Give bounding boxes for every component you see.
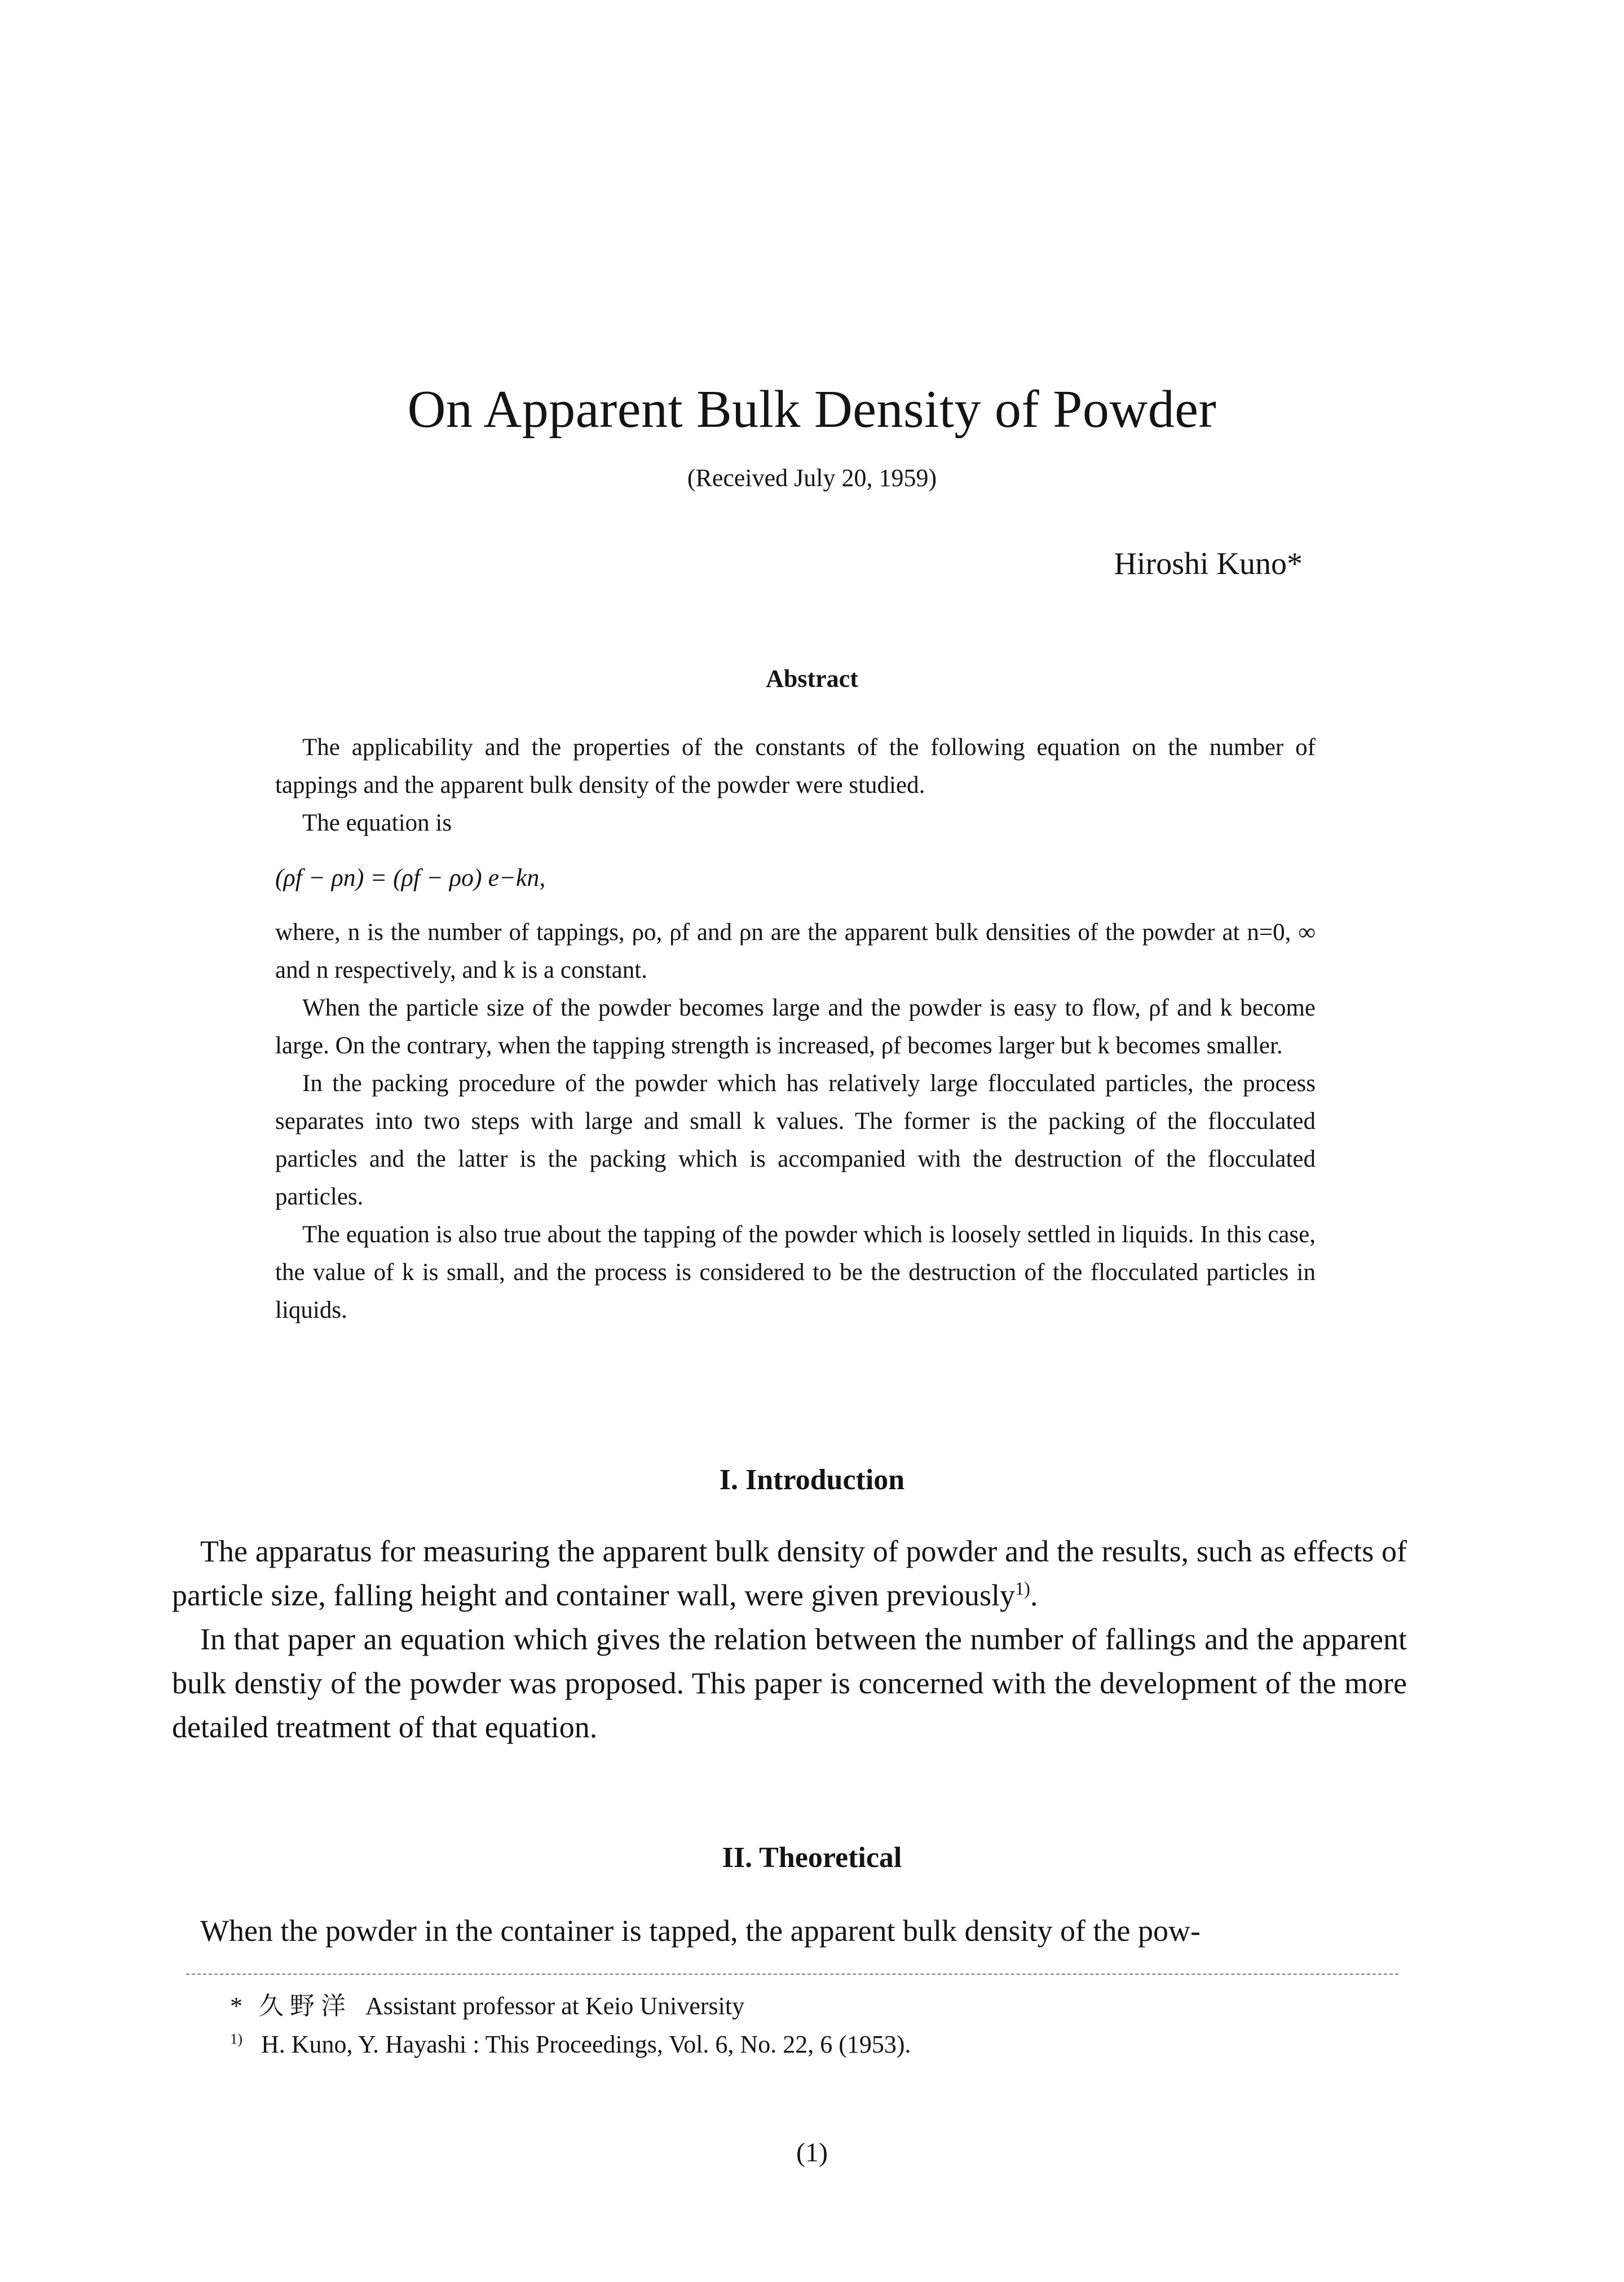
paper-title: On Apparent Bulk Density of Powder (407, 380, 1217, 439)
section-heading-introduction: I. Introduction (719, 1464, 905, 1496)
footnote-reference (230, 2025, 911, 2064)
abstract-paragraph: The equation is also true about the tapping of the powder which is loosely settled in liquids. In this case, the value of k is small, and the process is considered to be the destruction of the flocculated particles in liquids. (275, 1221, 1316, 1323)
citation-ref: 1) (1014, 1579, 1030, 1599)
abstract-equation: (ρf − ρn) = (ρf − ρo) e−kn, (275, 864, 546, 891)
footnote-mark: * (230, 1992, 242, 2020)
page-number: (1) (796, 2138, 828, 2168)
introduction-body (172, 1529, 1407, 1749)
received-date: (Received July 20, 1959) (687, 464, 937, 492)
abstract-paragraph: The equation is (302, 810, 452, 836)
intro-period: . (1030, 1578, 1038, 1612)
abstract-paragraph: The applicability and the properties of the constants of the following equation on the number of tappings and the apparent bulk density of the powder were studied. (275, 734, 1316, 798)
intro-text: The apparatus for measuring the apparent bulk density of powder and the results, such as effects of particle size, falling height and container wall, were given previously (172, 1534, 1407, 1612)
abstract-body (275, 729, 1316, 1329)
footnote-text: H. Kuno, Y. Hayashi : This Proceedings, Vol. 6, No. 22, 6 (1953). (261, 2031, 911, 2058)
author-name: Hiroshi Kuno* (1114, 546, 1303, 581)
body-paragraph: In that paper an equation which gives the relation between the number of fallings and the apparent bulk denstiy of the powder was proposed. This paper is concerned with the development of the more detailed treatment of that equation. (172, 1622, 1407, 1744)
theoretical-body (172, 1909, 1407, 1953)
body-paragraph: When the powder in the container is tapped, the apparent bulk density of the pow- (200, 1914, 1201, 1948)
section-heading-theoretical: II. Theoretical (722, 1842, 902, 1874)
footnote-text: Assistant professor at Keio University (365, 1992, 745, 2020)
footnote-divider (186, 1974, 1398, 1975)
abstract-paragraph: where, n is the number of tappings, ρo, ρf and ρn are the apparent bulk densities of the powder at n=0, ∞ and n respectively, and k is a constant. (275, 919, 1316, 983)
footnote-mark: 1) (230, 2030, 242, 2047)
abstract-paragraph: In the packing procedure of the powder which has relatively large flocculated particles, the process separates into two steps with large and small k values. The former is the packing of the flocculated particles and the latter is the packing which is accompanied with the destruction of the flocculated particles. (275, 1070, 1316, 1210)
abstract-heading: Abstract (766, 665, 858, 692)
footnote-author (230, 1987, 744, 2025)
author-japanese-name: 久 野 洋 (259, 1992, 346, 2020)
body-paragraph (172, 1529, 1407, 1617)
abstract-paragraph: When the particle size of the powder becomes large and the powder is easy to flow, ρf and k become large. On the contrary, when the tapping strength is increased, ρf becomes larger but k becomes smaller. (275, 995, 1316, 1059)
